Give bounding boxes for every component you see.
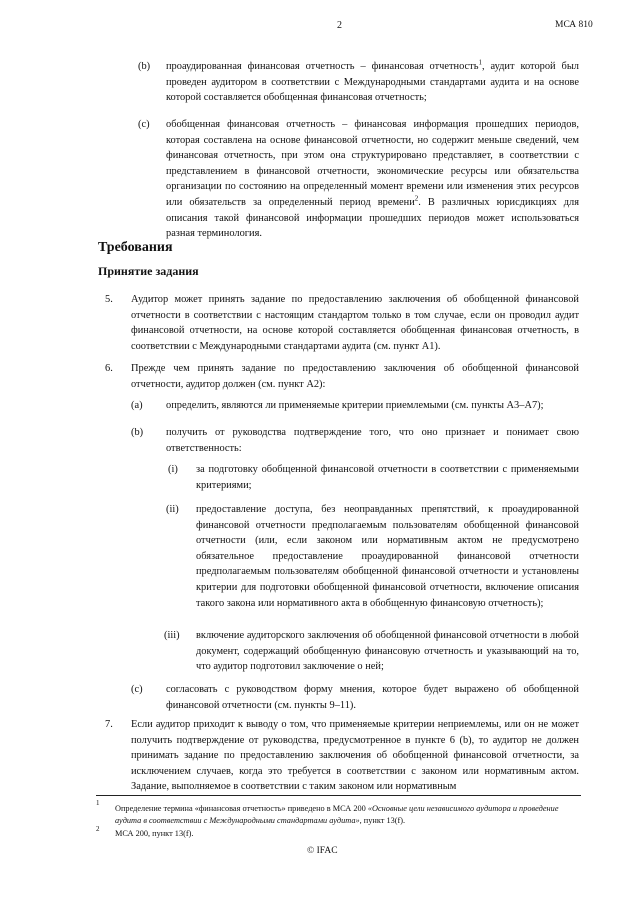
footnote-ref-2: 2 xyxy=(414,194,419,203)
item-c-label: (c) xyxy=(138,119,150,130)
para-5-number: 5. xyxy=(105,294,113,305)
footnote-1-text: Определение термина «финансовая отчетность» приведено в МСА 200 «Основные цели независимого аудитора и проведение аудита в соответствии с Международными стандартами аудита», пункт 13(f). xyxy=(115,804,559,825)
para-6b-iii-text: включение аудиторского заключения об обобщенной финансовой отчетности в любой документ, содержащий обобщенную финансовую отчетность и указывающий на то, что аудитор подготовил заключение о ней; xyxy=(196,630,579,673)
para-6-number: 6. xyxy=(105,363,113,374)
footnote-separator xyxy=(96,795,581,796)
para-6c-label: (c) xyxy=(131,684,143,695)
section-heading: Требования xyxy=(98,240,173,255)
para-6b-i-label: (i) xyxy=(168,464,178,475)
para-6b-ii-label: (ii) xyxy=(166,504,179,515)
para-6b-iii-label: (iii) xyxy=(164,630,180,641)
para-6b-i-text: за подготовку обобщенной финансовой отчетности в соответствии с применяемыми критериями; xyxy=(196,464,579,491)
para-5-text: Аудитор может принять задание по предоставлению заключения об обобщенной финансовой отчетности в соответствии с настоящим стандартом только в том случае, если он проводил аудит финансовой отчетности, на основе которой составляется обобщенная финансовая отчетность, в соответствии с Международными стандартами аудита (см. пункт А1). xyxy=(131,294,579,352)
footnote-2-text: МСА 200, пункт 13(f). xyxy=(115,829,194,838)
footnote-ref-1: 1 xyxy=(478,58,482,67)
item-b-text: проаудированная финансовая отчетность – финансовая отчетность$^1$, аудит которой был проведен аудитором в соответствии с Международными стандартами аудита и на основе которой составляется обобщенная финансовая отчетность; xyxy=(166,58,579,104)
para-6b-text: получить от руководства подтверждение того, что оно признает и понимает свою ответственность: xyxy=(166,427,579,454)
page-number: 2 xyxy=(337,20,342,31)
para-7-number: 7. xyxy=(105,719,113,730)
document-code: МСА 810 xyxy=(555,20,593,30)
footnote-1-mark: 1 xyxy=(96,799,100,807)
item-c-text: обобщенная финансовая отчетность – финансовая информация прошедших периодов, которая составлена на основе финансовой отчетности, но содержит меньше сведений, чем финансовая отчетность, при этом она структурировано представляет, в соответствии с представлением в финансовой отчетности, экономические ресурсы или обязательства организации по состоянию на определенный момент времени или изменения этих ресурсов или обязательств за определенный период времени$^2$. В различных юрисдикциях для описания такой финансовой информации прошедших периодов может использоваться разная терминология. xyxy=(166,119,579,240)
subsection-heading: Принятие задания xyxy=(98,264,199,278)
para-7-text: Если аудитор приходит к выводу о том, что применяемые критерии неприемлемы, или он не может получить подтверждение от руководства, предусмотренное в пункте 6 (b), то аудитор не должен принимать задание по предоставлению заключения об обобщенной финансовой отчетности, за исключением случаев, когда это требуется в соответствии с законом или нормативным актом. Задание, выполняемое в соответствии с таким законом или нормативным xyxy=(131,719,579,793)
para-6c-text: согласовать с руководством форму мнения, которое будет выражено об обобщенной финансовой отчетности (см. пункты 9–11). xyxy=(166,684,579,711)
para-6a-text: определить, являются ли применяемые критерии приемлемыми (см. пункты А3–А7); xyxy=(166,400,544,411)
footer-copyright: © IFAC xyxy=(307,846,338,856)
para-6-text: Прежде чем принять задание по предоставлению заключения об обобщенной финансовой отчетности, аудитор должен (см. пункт А2): xyxy=(131,363,579,390)
para-6a-label: (a) xyxy=(131,400,143,411)
para-6b-label: (b) xyxy=(131,427,144,438)
footnote-2-mark: 2 xyxy=(96,825,100,833)
para-6b-ii-text: предоставление доступа, без неоправданных препятствий, к проаудированной финансовой отчетности предполагаемым пользователям обобщенной финансовой отчетности (или, если законом или нормативным актом не предусмотрено обязательное предоставление проаудированной финансовой отчетности предполагаемым пользователям обобщенной финансовой отчетности и установлены критерии для подготовки обобщенной финансовой отчетности, включение описания такого закона или нормативного акта в обобщенную финансовую отчетность); xyxy=(196,504,579,609)
item-b-label: (b) xyxy=(138,61,151,72)
